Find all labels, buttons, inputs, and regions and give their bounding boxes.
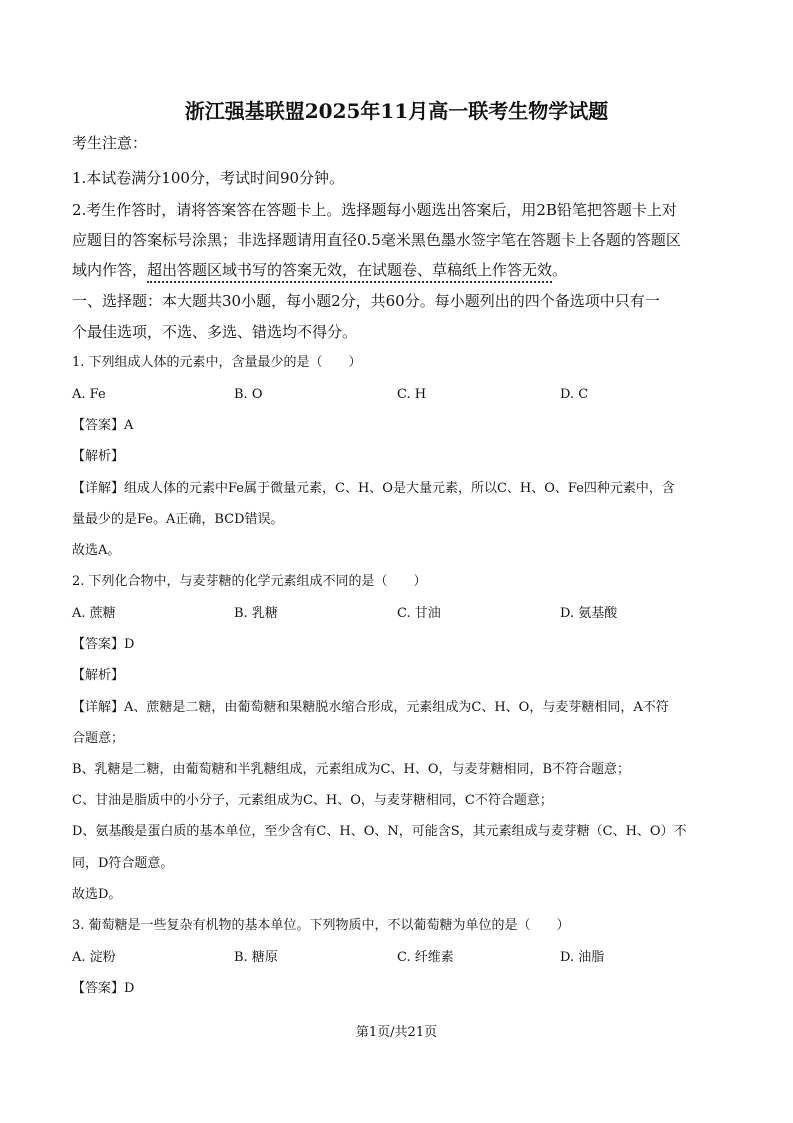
question-1-answer: 【答案】A [72,418,134,433]
question-2-detail-line-4: C、甘油是脂质中的小分子，元素组成为C、H、O，与麦芽糖相同，C不符合题意； [72,793,553,808]
notice-item-1: 1.本试卷满分100分，考试时间90分钟。 [72,169,345,187]
question-2-option-a: A. 蔗糖 [72,606,116,621]
question-2-analysis-label: 【解析】 [72,668,125,683]
emphasized-notice-text: 超出答题区域书写的答案无效，在试题卷、草稿纸上作答无效 [147,261,552,283]
question-2-detail-line-3: B、乳糖是二糖，由葡萄糖和半乳糖组成，元素组成为C、H、O，与麦芽糖相同，B不符合题意； [72,762,631,777]
question-3-stem: 3. 葡萄糖是一些复杂有机物的基本单位。下列物质中，不以葡萄糖为单位的是（ ） [72,918,570,933]
question-3-option-d: D. 油脂 [560,950,605,965]
section-heading-line-1: 一、选择题：本大题共30小题，每小题2分，共60分。每小题列出的四个备选项中只有一 [72,292,660,310]
question-1-detail-line-2: 量最少的是Fe。A正确，BCD错误。 [72,512,284,527]
question-2-option-d: D. 氨基酸 [560,606,618,621]
exam-title: 浙江强基联盟2025年11月高一联考生物学试题 [184,99,609,123]
question-2-option-c: C. 甘油 [397,606,441,621]
question-1-option-b: B. O [234,387,263,402]
question-1-option-d: D. C [560,387,589,402]
question-1-conclusion: 故选A。 [72,543,121,558]
question-2-detail-line-5: D、氨基酸是蛋白质的基本单位，至少含有C、H、O、N，可能含S，其元素组成与麦芽糖（C、H、O）不 [72,824,687,839]
question-2-conclusion: 故选D。 [72,887,122,902]
page-footer: 第1页/共21页 [355,1025,438,1040]
question-1-analysis-label: 【解析】 [72,449,125,464]
question-3-option-b: B. 糖原 [234,950,278,965]
question-2-detail-line-1: 【详解】A、蔗糖是二糖，由葡萄糖和果糖脱水缩合形成，元素组成为C、H、O，与麦芽糖相同，A不符 [72,700,669,715]
question-2-answer: 【答案】D [72,637,135,652]
question-1-option-c: C. H [397,387,427,402]
question-1-stem: 1. 下列组成人体的元素中，含量最少的是（ ） [72,355,362,370]
notice-text-end: 。 [552,261,568,279]
question-3-option-a: A. 淀粉 [72,950,116,965]
question-2-detail-line-2: 合题意； [72,731,125,746]
question-3-option-c: C. 纤维素 [397,950,454,965]
notice-item-2-line-1: 2.考生作答时，请将答案答在答题卡上。选择题每小题选出答案后，用2B铅笔把答题卡上对 [72,201,677,219]
notice-item-2-line-3 [72,260,722,280]
question-2-detail-line-6: 同，D符合题意。 [72,856,174,871]
question-2-option-b: B. 乳糖 [234,606,278,621]
section-heading-line-2: 个最佳选项，不选、多选、错选均不得分。 [72,323,358,341]
notice-heading: 考生注意： [72,134,148,152]
notice-item-2-line-2: 应题目的答案标号涂黑；非选择题请用直径0.5毫米黑色墨水签字笔在答题卡上各题的答题区 [72,231,681,249]
question-2-stem: 2. 下列化合物中，与麦芽糖的化学元素组成不同的是（ ） [72,574,427,589]
notice-text: 域内作答， [72,261,148,279]
question-1-detail-line-1: 【详解】组成人体的元素中Fe属于微量元素，C、H、O是大量元素，所以C、H、O、Fe四种元素中，含 [72,481,675,496]
question-3-answer: 【答案】D [72,981,135,996]
question-1-option-a: A. Fe [72,387,106,402]
